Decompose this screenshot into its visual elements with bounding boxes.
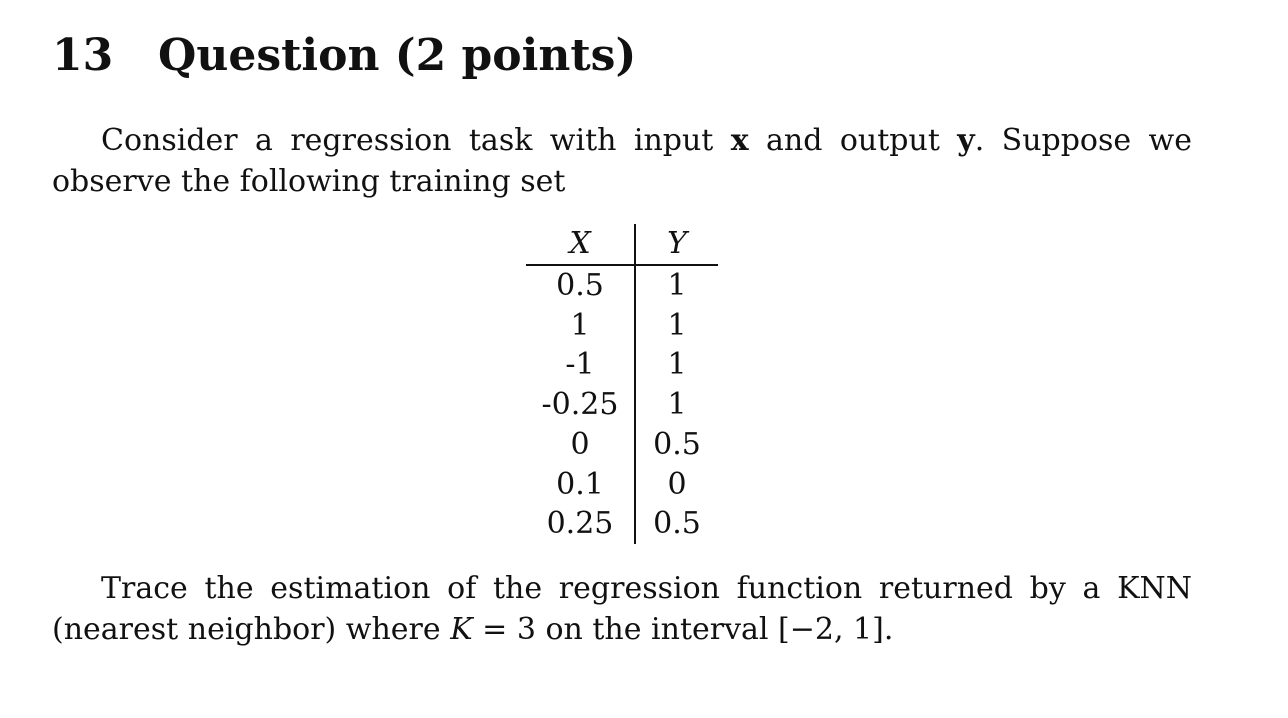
cell-y: 1 [667, 307, 687, 343]
question-number: 13 [52, 30, 114, 81]
cell-x: 0.25 [526, 504, 635, 544]
intro-paragraph [52, 120, 1192, 202]
column-header-x: X [526, 224, 635, 265]
question-heading [52, 30, 637, 81]
cell-y: 1 [667, 347, 687, 383]
task-text-1: Trace the estimation of the regression function returned by a KNN (nearest neighbor) where [52, 571, 1192, 647]
input-variable: x [730, 123, 749, 158]
cell-x: 0.5 [526, 265, 635, 306]
cell-y: 0 [667, 466, 687, 502]
cell-y: 0.5 [653, 506, 701, 542]
cell-x: 1 [526, 306, 635, 346]
cell-x: -1 [526, 345, 635, 385]
intro-text-3: . Suppose we observe the following training set [52, 123, 1192, 199]
cell-y: 1 [667, 387, 687, 423]
table-row [526, 306, 718, 346]
table-row [526, 265, 718, 306]
cell-y: 1 [667, 268, 687, 303]
cell-y: 0.5 [653, 426, 701, 462]
table-header-row [526, 224, 718, 265]
table-row [526, 504, 718, 544]
cell-x: 0 [526, 425, 635, 465]
task-paragraph [52, 568, 1192, 650]
intro-text-1: Consider a regression task with input [101, 123, 731, 158]
table-row [526, 425, 718, 465]
table-row [526, 345, 718, 385]
intro-text-2: and output [748, 123, 958, 158]
question-title: Question (2 points) [158, 30, 637, 81]
training-set-table [526, 224, 718, 544]
column-header-y: Y [667, 226, 687, 261]
k-symbol: K [450, 612, 473, 647]
cell-x: 0.1 [526, 465, 635, 505]
output-variable: y [957, 123, 975, 158]
table-row [526, 465, 718, 505]
table-row [526, 385, 718, 425]
cell-x: -0.25 [526, 385, 635, 425]
task-text-2: = 3 on the interval [−2, 1]. [472, 612, 894, 647]
